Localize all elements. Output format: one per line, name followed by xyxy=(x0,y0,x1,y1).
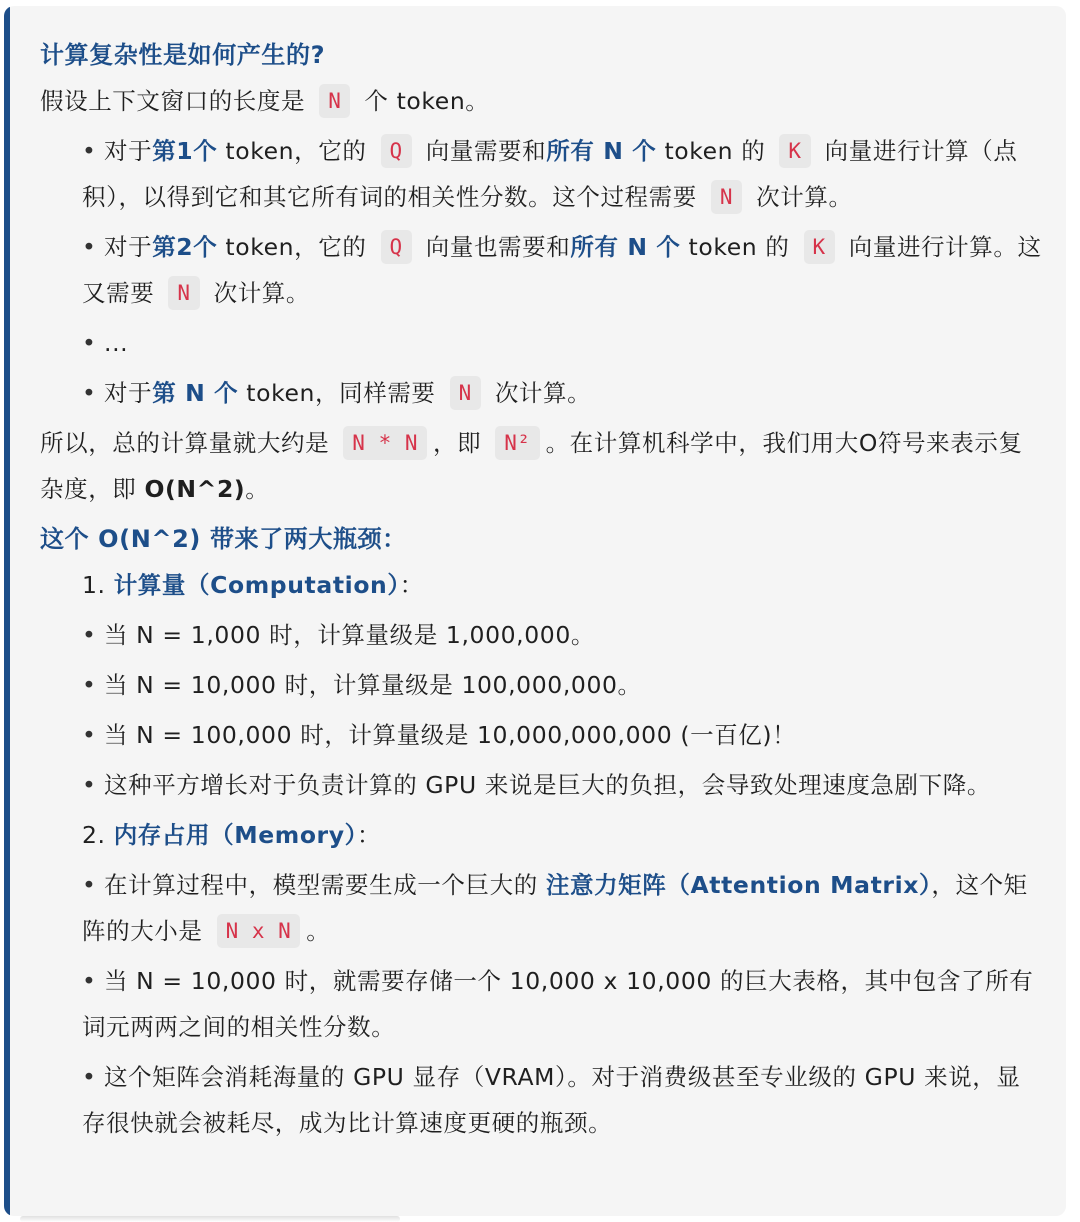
list-item xyxy=(82,224,1044,316)
highlight-text: 第2个 xyxy=(152,233,218,261)
bullet-dot-icon: • xyxy=(82,671,97,699)
text-run: token，它的 xyxy=(217,233,375,261)
text-run: 向量也需要和 xyxy=(417,233,571,261)
subsection-title: 内存占用（Memory） xyxy=(113,821,358,849)
text-run: 对于 xyxy=(104,233,153,261)
text-run: 向量需要和 xyxy=(417,137,547,165)
text-run: token，同样需要 xyxy=(238,379,444,407)
text-run: 向量进行计算。这又需要 xyxy=(82,233,1042,307)
inline-code: N xyxy=(450,376,481,410)
list-item-content xyxy=(82,233,1042,307)
highlight-text: 第1个 xyxy=(152,137,218,165)
bullet-dot-icon: • xyxy=(82,379,97,407)
memory-bullet-item xyxy=(82,862,1044,954)
text-run: token 的 xyxy=(656,137,774,165)
intro-paragraph xyxy=(40,78,1044,124)
intro-text-after: 个 token。 xyxy=(364,87,490,115)
highlight-text: 所有 N 个 xyxy=(570,233,681,261)
highlight-text: 注意力矩阵（Attention Matrix） xyxy=(545,871,932,899)
highlight-text: 所有 N 个 xyxy=(546,137,657,165)
text-run: token 的 xyxy=(680,233,798,261)
list-item-content: 这个矩阵会消耗海量的 GPU 显存（VRAM）。对于消费级甚至专业级的 GPU 来说，显存很快就会被耗尽，成为比计算速度更硬的瓶颈。 xyxy=(82,1063,1021,1137)
subsection-colon: ： xyxy=(399,571,424,599)
bullet-dot-icon: • xyxy=(82,233,97,261)
section-heading-bottlenecks: 这个 O(N^2) 带来了两大瓶颈： xyxy=(40,525,407,553)
inline-code: N xyxy=(711,180,742,214)
list-item xyxy=(82,762,1044,808)
text-run: ，这个矩阵的大小是 xyxy=(82,871,1028,945)
list-item-content: 当 N = 10,000 时，计算量级是 100,000,000。 xyxy=(104,671,642,699)
memory-bullet-list xyxy=(40,958,1044,1146)
text-run: 对于 xyxy=(104,137,153,165)
text-run: 。 xyxy=(245,475,270,503)
list-item xyxy=(82,958,1044,1050)
text-run: 次计算。 xyxy=(486,379,592,407)
text-run: 。在计算机科学中，我们用大O符号来表示复杂度，即 xyxy=(40,429,1023,503)
inline-code: Q xyxy=(381,230,412,264)
summary-paragraph xyxy=(40,420,1044,512)
list-item xyxy=(82,712,1044,758)
list-number: 1. xyxy=(82,571,106,599)
list-number: 2. xyxy=(82,821,106,849)
list-item xyxy=(82,1054,1044,1146)
text-run: 。 xyxy=(306,917,331,945)
subsection-computation-heading xyxy=(82,562,1044,608)
list-item xyxy=(82,662,1044,708)
text-run: 次计算。 xyxy=(748,183,853,211)
text-run: ，即 xyxy=(433,429,490,457)
highlight-text: 第 N 个 xyxy=(152,379,239,407)
list-item-content xyxy=(100,379,591,407)
subsection-title: 计算量（Computation） xyxy=(113,571,400,599)
list-item-content: 当 N = 1,000 时，计算量级是 1,000,000。 xyxy=(104,621,595,649)
intro-text-before: 假设上下文窗口的长度是 xyxy=(40,87,306,115)
inline-code: N² xyxy=(495,426,539,460)
list-item-content xyxy=(82,871,1028,945)
text-run: 所以，总的计算量就大约是 xyxy=(40,429,338,457)
text-run: token，它的 xyxy=(217,137,375,165)
inline-code: N x N xyxy=(217,914,301,948)
inline-code: N xyxy=(319,84,350,118)
list-item xyxy=(82,320,1044,366)
bullet-dot-icon: • xyxy=(82,1063,97,1091)
list-item xyxy=(82,612,1044,658)
text-run: ... xyxy=(104,329,129,357)
text-run: 对于 xyxy=(104,379,153,407)
bullet-dot-icon: • xyxy=(82,871,97,899)
list-item xyxy=(82,370,1044,416)
list-item-content: 当 N = 100,000 时，计算量级是 10,000,000,000 (一百亿)！ xyxy=(104,721,797,749)
list-item-content: 这种平方增长对于负责计算的 GPU 来说是巨大的负担，会导致处理速度急剧下降。 xyxy=(104,771,991,799)
inline-code: K xyxy=(804,230,835,264)
card-shadow xyxy=(20,1216,400,1222)
inline-code: N xyxy=(168,276,199,310)
bullet-dot-icon: • xyxy=(82,329,97,357)
subsection-colon: ： xyxy=(357,821,382,849)
note-card xyxy=(4,6,1066,1216)
bullet-dot-icon: • xyxy=(82,621,97,649)
bullet-dot-icon: • xyxy=(82,721,97,749)
computation-bullet-list xyxy=(40,612,1044,808)
bullet-dot-icon: • xyxy=(82,967,97,995)
text-run: 次计算。 xyxy=(205,279,311,307)
token-bullet-list xyxy=(40,128,1044,416)
inline-code: K xyxy=(779,134,810,168)
note-content xyxy=(40,32,1044,1150)
list-item-content xyxy=(100,329,128,357)
text-run: 向量进行计算（点积），以得到它和其它所有词的相关性分数。这个过程需要 xyxy=(82,137,1018,211)
list-item xyxy=(82,128,1044,220)
list-item-content: 当 N = 10,000 时，就需要存储一个 10,000 x 10,000 的巨大表格，其中包含了所有词元两两之间的相关性分数。 xyxy=(82,967,1034,1041)
bold-text: O(N^2) xyxy=(144,475,246,503)
inline-code: N * N xyxy=(343,426,427,460)
bullet-dot-icon: • xyxy=(82,771,97,799)
text-run: 在计算过程中，模型需要生成一个巨大的 xyxy=(104,871,546,899)
bullet-dot-icon: • xyxy=(82,137,97,165)
section-heading-complexity: 计算复杂性是如何产生的? xyxy=(40,41,326,69)
subsection-memory-heading xyxy=(82,812,1044,858)
list-item-content xyxy=(82,137,1017,211)
inline-code: Q xyxy=(381,134,412,168)
